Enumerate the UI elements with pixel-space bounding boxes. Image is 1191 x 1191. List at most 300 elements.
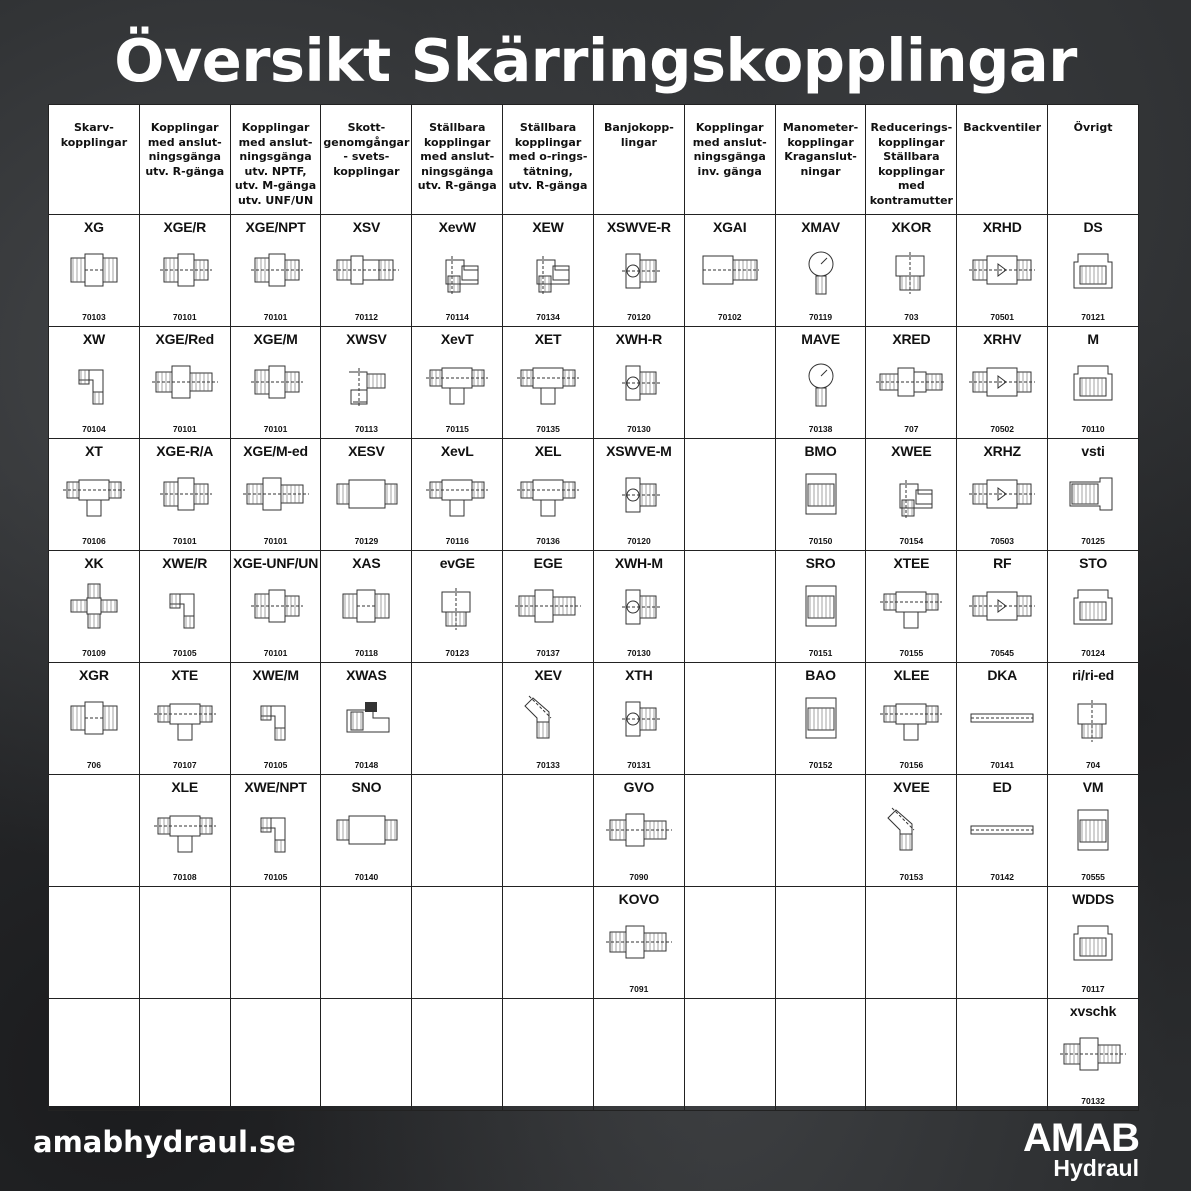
block-icon: [776, 572, 866, 640]
table-cell[interactable]: [412, 439, 503, 551]
table-cell[interactable]: [593, 327, 684, 439]
fittings-table: [48, 104, 1139, 1111]
article-number: 70137: [536, 648, 560, 658]
fitting-code: XRED: [892, 331, 931, 347]
article-number: 70151: [808, 648, 833, 658]
fitting-code: ED: [992, 779, 1012, 795]
fitting-code: SRO: [805, 555, 836, 571]
reducer-icon: [1048, 684, 1138, 752]
table-cell[interactable]: [321, 775, 412, 887]
table-cell[interactable]: [139, 327, 230, 439]
header-row: [49, 105, 1139, 215]
table-row: [49, 215, 1139, 327]
fitting-code: XWE/R: [162, 555, 208, 571]
table-cell[interactable]: [49, 663, 140, 775]
male-stud-long-icon: [594, 908, 684, 976]
column-header: Kopplingar med anslut- ningsgänga utv. NPTF, utv. M-gänga utv. UNF/UN: [230, 105, 321, 215]
table-row: [49, 551, 1139, 663]
article-number: 70101: [263, 312, 288, 322]
nut-icon: [1048, 236, 1138, 304]
gauge-icon: [776, 236, 866, 304]
gauge-icon: [776, 348, 866, 416]
fitting-code: DKA: [987, 667, 1018, 683]
fitting-code: XWE/NPT: [244, 779, 307, 795]
male-stud-long-icon: [231, 460, 321, 528]
fitting-code: XT: [85, 443, 103, 459]
reducer-long-icon: [866, 348, 956, 416]
table-cell: [957, 999, 1048, 1111]
check-valve-icon: [957, 460, 1047, 528]
table-cell[interactable]: [775, 215, 866, 327]
article-number: 70101: [172, 312, 197, 322]
article-number: 70101: [263, 536, 288, 546]
article-number: 70148: [354, 760, 379, 770]
article-number: 70129: [354, 536, 379, 546]
table-cell: [321, 887, 412, 999]
male-stud-long-icon: [503, 572, 593, 640]
article-number: 70140: [354, 872, 379, 882]
table-cell[interactable]: [593, 663, 684, 775]
table-cell[interactable]: [412, 215, 503, 327]
fitting-code: XSWVE-R: [606, 219, 671, 235]
table-cell[interactable]: [321, 551, 412, 663]
fitting-code: XTEE: [893, 555, 930, 571]
fitting-code: XGE/M: [253, 331, 298, 347]
elbow-icon: [140, 572, 230, 640]
table-cell[interactable]: [49, 327, 140, 439]
straight-union-icon: [49, 684, 139, 752]
logo-subline: Hydraul: [1053, 1155, 1139, 1181]
table-cell: [412, 887, 503, 999]
table-cell: [957, 887, 1048, 999]
fitting-code: XSV: [352, 219, 381, 235]
check-valve-icon: [957, 236, 1047, 304]
table-cell[interactable]: [503, 551, 594, 663]
fitting-code: XLE: [171, 779, 199, 795]
table-row: [49, 663, 1139, 775]
reducer-icon: [866, 236, 956, 304]
fitting-code: MAVE: [801, 331, 840, 347]
angle-icon: [503, 684, 593, 752]
article-number: 70123: [445, 648, 470, 658]
table-cell[interactable]: [139, 663, 230, 775]
fitting-code: GVO: [623, 779, 655, 795]
table-cell: [775, 887, 866, 999]
article-number: 70102: [717, 312, 742, 322]
table-cell[interactable]: [1048, 999, 1139, 1111]
fitting-code: XVEE: [893, 779, 930, 795]
table-cell[interactable]: [957, 327, 1048, 439]
article-number: 70120: [627, 536, 651, 546]
article-number: 70150: [808, 536, 833, 546]
fitting-code: KOVO: [618, 891, 660, 907]
article-number: 70117: [1081, 984, 1105, 994]
nut-icon: [1048, 348, 1138, 416]
table-cell: [684, 999, 775, 1111]
table-cell[interactable]: [139, 215, 230, 327]
fitting-code: XGE/R: [163, 219, 207, 235]
fitting-code: XSWVE-M: [606, 443, 672, 459]
fitting-code: XGE-UNF/UN: [233, 555, 319, 571]
table-cell[interactable]: [321, 439, 412, 551]
article-number: 70120: [627, 312, 651, 322]
bulkhead-elbow-icon: [321, 348, 411, 416]
article-number: 70124: [1081, 648, 1105, 658]
article-number: 704: [1085, 760, 1101, 770]
article-number: 70103: [82, 312, 106, 322]
fitting-code: BAO: [805, 667, 836, 683]
fitting-code: ri/ri-ed: [1072, 667, 1115, 683]
article-number: 70133: [536, 760, 560, 770]
article-number: 70132: [1081, 1096, 1105, 1106]
article-number: 70152: [808, 760, 833, 770]
table-cell: [412, 775, 503, 887]
pipe-icon: [957, 684, 1047, 752]
table-cell: [503, 775, 594, 887]
table-cell: [49, 999, 140, 1111]
table-cell[interactable]: [230, 215, 321, 327]
cross-icon: [49, 572, 139, 640]
article-number: 70101: [263, 648, 288, 658]
reducer-icon: [412, 572, 502, 640]
fitting-code: vsti: [1081, 443, 1105, 459]
fitting-code: XEV: [534, 667, 562, 683]
fitting-code: evGE: [439, 555, 475, 571]
article-number: 70134: [536, 312, 560, 322]
table-cell[interactable]: [593, 439, 684, 551]
fitting-code: WDDS: [1072, 891, 1115, 907]
article-number: 70154: [899, 536, 924, 546]
article-number: 70153: [899, 872, 924, 882]
fitting-code: XTH: [625, 667, 653, 683]
fitting-code: xvschk: [1069, 1003, 1117, 1019]
table-cell[interactable]: [775, 663, 866, 775]
column-header: Ställbara kopplingar med o-rings- tätning, utv. R-gänga: [503, 105, 594, 215]
fitting-code: XWH-M: [614, 555, 663, 571]
male-stud-icon: [231, 572, 321, 640]
logo-wordmark: AMAB: [1023, 1116, 1139, 1160]
fitting-code: XGE/M-ed: [243, 443, 308, 459]
table-cell[interactable]: [321, 663, 412, 775]
article-number: 70138: [808, 424, 833, 434]
article-number: 70135: [536, 424, 560, 434]
table-cell[interactable]: [139, 439, 230, 551]
article-number: 70105: [172, 648, 197, 658]
table-cell: [412, 999, 503, 1111]
article-number: 70105: [263, 872, 288, 882]
table-cell[interactable]: [1048, 439, 1139, 551]
table-cell: [503, 999, 594, 1111]
article-number: 70119: [808, 312, 833, 322]
table-cell[interactable]: [775, 327, 866, 439]
article-number: 703: [904, 312, 919, 322]
table-row: [49, 775, 1139, 887]
fitting-code: XWAS: [346, 667, 387, 683]
table-cell[interactable]: [230, 439, 321, 551]
article-number: 70142: [990, 872, 1015, 882]
table-cell[interactable]: [866, 775, 957, 887]
fitting-code: XMAV: [801, 219, 840, 235]
table-cell[interactable]: [866, 551, 957, 663]
weld-elbow-icon: [321, 684, 411, 752]
article-number: 70501: [990, 312, 1015, 322]
table-cell[interactable]: [866, 215, 957, 327]
table-cell: [684, 663, 775, 775]
table-cell: [230, 999, 321, 1111]
table-cell[interactable]: [593, 215, 684, 327]
table-cell[interactable]: [321, 327, 412, 439]
table-cell[interactable]: [139, 775, 230, 887]
fitting-code: XGAI: [712, 219, 747, 235]
table-cell[interactable]: [775, 439, 866, 551]
table-cell[interactable]: [684, 215, 775, 327]
table-cell[interactable]: [503, 663, 594, 775]
tee-icon: [412, 460, 502, 528]
elbow-icon: [231, 796, 321, 864]
table-cell[interactable]: [866, 327, 957, 439]
fitting-code: XWSV: [346, 331, 387, 347]
elbow-icon: [49, 348, 139, 416]
table-cell[interactable]: [412, 551, 503, 663]
fitting-code: SNO: [351, 779, 382, 795]
article-number: 70125: [1081, 536, 1105, 546]
article-number: 70109: [82, 648, 106, 658]
block-icon: [1048, 796, 1138, 864]
article-number: 70101: [263, 424, 288, 434]
table-cell: [866, 999, 957, 1111]
table-cell: [139, 999, 230, 1111]
table-cell: [775, 775, 866, 887]
table-cell[interactable]: [957, 663, 1048, 775]
tee-icon: [866, 684, 956, 752]
article-number: 70136: [536, 536, 560, 546]
table-cell[interactable]: [1048, 327, 1139, 439]
article-number: 70106: [82, 536, 106, 546]
table-cell[interactable]: [1048, 775, 1139, 887]
table-cell: [49, 775, 140, 887]
table-cell[interactable]: [503, 439, 594, 551]
article-number: 70545: [990, 648, 1015, 658]
table-cell[interactable]: [1048, 551, 1139, 663]
fitting-code: XAS: [352, 555, 381, 571]
website-link[interactable]: amabhydraul.se: [33, 1125, 296, 1159]
fitting-code: XG: [84, 219, 104, 235]
column-header: Kopplingar med anslut- ningsgänga utv. R-gänga: [139, 105, 230, 215]
article-number: 70112: [354, 312, 378, 322]
article-number: 70130: [627, 424, 651, 434]
fitting-code: VM: [1082, 779, 1104, 795]
banjo-icon: [594, 236, 684, 304]
table-cell[interactable]: [230, 663, 321, 775]
tee-icon: [140, 684, 230, 752]
article-number: 70115: [445, 424, 469, 434]
tee-icon: [412, 348, 502, 416]
fitting-code: XESV: [348, 443, 385, 459]
table-cell[interactable]: [957, 439, 1048, 551]
banjo-icon: [594, 572, 684, 640]
page-title: Översikt Skärringskopplingar: [114, 26, 1077, 95]
fitting-code: DS: [1083, 219, 1103, 235]
tee-icon: [866, 572, 956, 640]
fitting-code: XGR: [79, 667, 109, 683]
table-cell[interactable]: [593, 775, 684, 887]
article-number: 706: [86, 760, 101, 770]
article-number: 70121: [1081, 312, 1105, 322]
column-header: Skarv- kopplingar: [49, 105, 140, 215]
male-stud-long-icon: [1048, 1020, 1138, 1088]
amab-logo: [959, 1118, 1139, 1186]
table-cell[interactable]: [1048, 663, 1139, 775]
article-number: 7091: [629, 984, 649, 994]
fitting-code: XRHV: [983, 331, 1022, 347]
table-cell[interactable]: [412, 327, 503, 439]
table-cell[interactable]: [49, 551, 140, 663]
table-cell[interactable]: [1048, 887, 1139, 999]
table-cell[interactable]: [230, 327, 321, 439]
table-cell[interactable]: [139, 551, 230, 663]
table-cell: [593, 999, 684, 1111]
nut-icon: [1048, 908, 1138, 976]
table-cell: [684, 775, 775, 887]
table-cell: [49, 887, 140, 999]
fitting-code: XGE/Red: [155, 331, 214, 347]
adjustable-elbow-icon: [503, 236, 593, 304]
male-stud-long-icon: [594, 796, 684, 864]
banjo-icon: [594, 460, 684, 528]
tee-icon: [503, 460, 593, 528]
table-cell[interactable]: [957, 775, 1048, 887]
check-valve-icon: [957, 572, 1047, 640]
table-cell[interactable]: [957, 215, 1048, 327]
table-row: [49, 439, 1139, 551]
table-row: [49, 887, 1139, 999]
article-number: 70141: [990, 760, 1015, 770]
table-cell[interactable]: [230, 775, 321, 887]
table-cell: [684, 327, 775, 439]
table-cell: [684, 887, 775, 999]
article-number: 70130: [627, 648, 651, 658]
article-number: 70101: [172, 536, 197, 546]
table-cell: [775, 999, 866, 1111]
fitting-code: XWEE: [891, 443, 932, 459]
fitting-code: XRHZ: [983, 443, 1021, 459]
article-number: 70101: [172, 424, 197, 434]
check-valve-icon: [957, 348, 1047, 416]
column-header: Manometer- kopplingar Kraganslut- ningar: [775, 105, 866, 215]
banjo-icon: [594, 684, 684, 752]
table-cell[interactable]: [593, 551, 684, 663]
column-header: Reducerings- kopplingar Ställbara kopplingar med kontramutter: [866, 105, 957, 215]
table-cell: [139, 887, 230, 999]
article-number: 70105: [263, 760, 288, 770]
table-cell[interactable]: [866, 663, 957, 775]
fitting-code: XevT: [440, 331, 474, 347]
fitting-code: XWH-R: [615, 331, 663, 347]
male-stud-icon: [140, 460, 230, 528]
article-number: 70116: [445, 536, 469, 546]
table-cell: [230, 887, 321, 999]
weld-icon: [321, 460, 411, 528]
table-cell[interactable]: [503, 215, 594, 327]
column-header: Övrigt: [1048, 105, 1139, 215]
table-row: [49, 327, 1139, 439]
table-body: [49, 215, 1139, 1111]
fitting-code: EGE: [533, 555, 563, 571]
fitting-code: XevL: [440, 443, 474, 459]
elbow-icon: [231, 684, 321, 752]
fitting-code: XEL: [534, 443, 562, 459]
table-cell[interactable]: [321, 215, 412, 327]
table-cell: [866, 887, 957, 999]
fitting-code: XTE: [171, 667, 199, 683]
bulkhead-icon: [321, 236, 411, 304]
fitting-code: XK: [84, 555, 104, 571]
article-number: 70131: [627, 760, 651, 770]
adjustable-elbow-icon: [412, 236, 502, 304]
table-cell[interactable]: [775, 551, 866, 663]
article-number: 7090: [629, 872, 649, 882]
table-cell: [503, 887, 594, 999]
column-header: Kopplingar med anslut- ningsgänga inv. gänga: [684, 105, 775, 215]
table-cell: [684, 551, 775, 663]
adjustable-elbow-icon: [866, 460, 956, 528]
male-stud-icon: [140, 236, 230, 304]
fitting-code: XWE/M: [252, 667, 299, 683]
angle-icon: [866, 796, 956, 864]
article-number: 707: [904, 424, 919, 434]
fitting-code: XLEE: [893, 667, 930, 683]
block-icon: [776, 460, 866, 528]
fitting-code: XET: [534, 331, 562, 347]
article-number: 70104: [82, 424, 106, 434]
block-icon: [776, 684, 866, 752]
fitting-code: M: [1087, 331, 1099, 347]
table-cell[interactable]: [593, 887, 684, 999]
article-number: 70502: [990, 424, 1015, 434]
table-row: [49, 999, 1139, 1111]
table-cell[interactable]: [503, 327, 594, 439]
male-stud-icon: [231, 348, 321, 416]
fitting-code: XRHD: [982, 219, 1022, 235]
table-cell[interactable]: [1048, 215, 1139, 327]
article-number: 70110: [1081, 424, 1105, 434]
tee-icon: [140, 796, 230, 864]
weld-icon: [321, 796, 411, 864]
table-cell: [684, 439, 775, 551]
table-cell: [412, 663, 503, 775]
table-cell[interactable]: [957, 551, 1048, 663]
fitting-code: XGE/NPT: [245, 219, 306, 235]
straight-union-icon: [49, 236, 139, 304]
overview-sheet: [48, 104, 1139, 1106]
table-cell[interactable]: [230, 551, 321, 663]
table-cell[interactable]: [49, 439, 140, 551]
article-number: 70555: [1081, 872, 1105, 882]
column-header: Banjokopp- lingar: [593, 105, 684, 215]
fitting-code: XW: [82, 331, 105, 347]
female-stud-icon: [685, 236, 775, 304]
pipe-icon: [957, 796, 1047, 864]
nut-icon: [1048, 572, 1138, 640]
article-number: 70156: [899, 760, 924, 770]
fitting-code: BMO: [804, 443, 837, 459]
table-cell[interactable]: [49, 215, 140, 327]
straight-union-icon: [321, 572, 411, 640]
fitting-code: XKOR: [891, 219, 932, 235]
male-stud-long-icon: [140, 348, 230, 416]
column-header: Ställbara kopplingar med anslut- ningsgänga utv. R-gänga: [412, 105, 503, 215]
table-cell[interactable]: [866, 439, 957, 551]
